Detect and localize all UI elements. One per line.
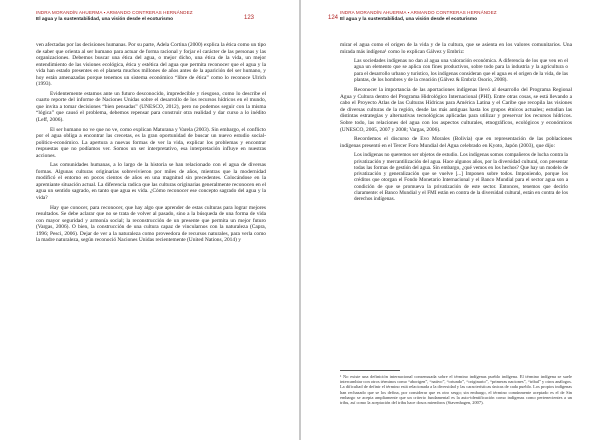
paragraph: Evidentemente estamos ante un futuro desconocido, impredecible y riesgoso, como lo describe el cuarto reporte del informe de Naciones Unidas sobre el desarrollo de los recursos hídricos en el mundo, que invita a tomar decisiones “bien pensadas” (UNESCO, 2012), pero no podemos seguir con la misma “lógica” que causó el problema, debemos repensar para construir otra realidad y dar curso a lo inédito (Leff, 2006). xyxy=(36,90,266,124)
block-quote: Los indígenas no queremos ser objetos de estudio. Los indígenas somos compañeros de lucha contra la privatización y mercantilización del agua. Hace algunos años, por la diversidad cultural, con presentar todas las formas de gestión del agua. Sin embargo, ¿qué vemos en los hechos? Que hay un modelo de privatización y generalización que se vuelve [...] Imponen sobre todos. Imponiendo, porque los créditos que otorgan el Fondo Monetario Internacional y el Banco Mundial para el sector agua son a condición de que se promueva la privatización de este sector. Entonces, tenemos que decirlo claramente: el Banco Mundial y el FMI están en contra de la diversidad cultural, están en contra de los derechos indígenas. xyxy=(354,152,568,203)
footnotes xyxy=(340,370,572,405)
paragraph: El ser humano no ve que no ve, como explican Maturana y Varela (2003). Sin embargo, el conflicto por el agua obliga a encontrar las crecetas, es la gran oportunidad de buscar un nuevo estudio social-político-económico. La apertura a nuevas formas de ver la vida, explicar los problemas y encontrar respuestas que no podíamos ver. Somos un ser interpretativo, esa interpretación influye en nuestras acciones. xyxy=(36,126,266,159)
block-quote: Las sociedades indígenas no dan al agua una valoración económica. A diferencia de los que ven en el agua un elemento que se aplica con fines productivos, sobre todo para la industria y la agricultura o para el desarrollo urbano y turístico, los indígenas consideran que el agua es el origen de la vida, de las plantas, de los hombres y de la creación (Gálvez & Embriz Osorio, 2008). xyxy=(354,58,568,83)
paragraph: ven afectadas por las decisiones humanas. Por su parte, Adela Cortina (2000) explica la ética como un tipo de saber que orienta al ser humano para actuar de forma racional y forjar el carácter de las personas y las organizaciones. Debemos buscar una ética del agua, o mejor dicho, una ética de la vida, un mejor entendimiento de las visiones ecológica, ética y estética del agua que permita reconocer que el agua y la vida han estado presentes en el planeta muchos millones de años antes de la aparición del ser humano, y hoy están amenazadas porque tenemos un sistema económico “libre de ética” como lo reconoce Ulrich (1993). xyxy=(36,42,266,88)
footnote-rule xyxy=(340,370,400,371)
header-authors: INDRA MORANDÍN AHUERMA ▪ ARMANDO CONTRERAS HERNÁNDEZ xyxy=(36,10,193,15)
right-page-body xyxy=(340,42,572,207)
paragraph: Las comunidades humanas, a lo largo de la historia se han relacionado con el agua de diversas formas. Algunas culturas originarias sobrevivieron por miles de años, mientras que la modernidad modificó el entorno en pocos cientos de años en una magnitud sin precedentes. Colocándose en la apremiante situación actual. La diferencia radica que las culturas originarias generalmente reconocen en el agua un sentido sagrado, en tanto que agua es vida. ¿Cómo reconocer ese concepto sagrado del agua y la vida? xyxy=(36,162,266,202)
right-page xyxy=(300,0,600,440)
running-header xyxy=(36,10,266,22)
left-page-body xyxy=(36,42,266,247)
header-book-title: El agua y la sustentabilidad, una visión desde el ecoturismo xyxy=(36,17,174,22)
page-number: 124 xyxy=(328,15,339,21)
footnote: ¹ No existe una definición internacional consensuada sobre el término indígenas pueblo indígena. El término indígena se suele intercambiar con otros términos como “aborigen”, “nativo”, “oriundo”, “originario”, “primeras naciones”, “tribal” y otros análogos. La dificultad de definir el término está relacionada a la diversidad y las características únicas de cada pueblo. Los propios indígenas han rechazado que se los defina, por considerar que es otro sesgo; sin embargo, el término comúnmente aceptado es el de Sin embargo se acepta ampliamente que un criterio fundamental es la auto-identificación como indígenas como pertenecientes a un tribu, así como la aceptación del tribu hace dosos miembros (Stavenhagen, 2007). xyxy=(340,374,572,406)
paragraph: mirar el agua como el origen de la vida y de la cultura, que se asienta en los valores comunitarios. Una mirada más indígena¹ como lo explican Gálvez y Embriz: xyxy=(340,42,572,55)
paragraph: Hay que conocer, para reconocer, que hay algo que aprender de estas culturas para lograr mejores resultados. Se debe aclarar que no se trata de volver al pasado, sino a la búsqueda de una forma de vida con mayor seguridad y armonía social; la reconstrucción de un presente que permita un mejor futuro (Vargas, 2006). O bien, la construcción de una cultura capaz de vincularnos con la naturaleza (Capra, 1996; Pesci, 2006). Dejar de ver a la naturaleza como proveedora de recursos naturales, para verla como la madre naturaleza, según reconoció Naciones Unidas recientemente (United Nations, 2014) y xyxy=(36,204,266,244)
running-header xyxy=(340,10,572,22)
paragraph: Reconocer la importancia de las aportaciones indígenas llevó al desarrollo del Programa Regional Agua y Cultura dentro del Programa Hidrológico Internacional (PHI). Entre otras cosas, se está llevando a cabo el Proyecto Atlas de las Culturas Hídricas para América Latina y el Caribe que recopila las visiones de diversas culturas de la región, desde las más antiguas hasta los grupos étnicos actuales; estudian las distintas estrategias y alternativas tecnológicas aplicadas para utilizar y preservar los recursos hídricos. Sobre todo, las relaciones del agua con los aspectos culturales, etnográficos, ecológicos y económicos (UNESCO, 2005, 2007 y 2008; Vargas, 2006). xyxy=(340,87,572,133)
page-number: 123 xyxy=(243,15,254,21)
header-book-title: El agua y la sustentabilidad, una visión desde el ecoturismo xyxy=(340,17,478,22)
header-authors: INDRA MORANDÍN AHUERMA ▪ ARMANDO CONTRERAS HERNÁNDEZ xyxy=(340,10,497,15)
paragraph: Recordemos el discurso de Evo Morales (Bolivia) que en representación de las poblaciones indígenas presentó en el Tercer Foro Mundial del Agua celebrado en Kyoto, Japón (2003), que dijo: xyxy=(340,136,572,149)
